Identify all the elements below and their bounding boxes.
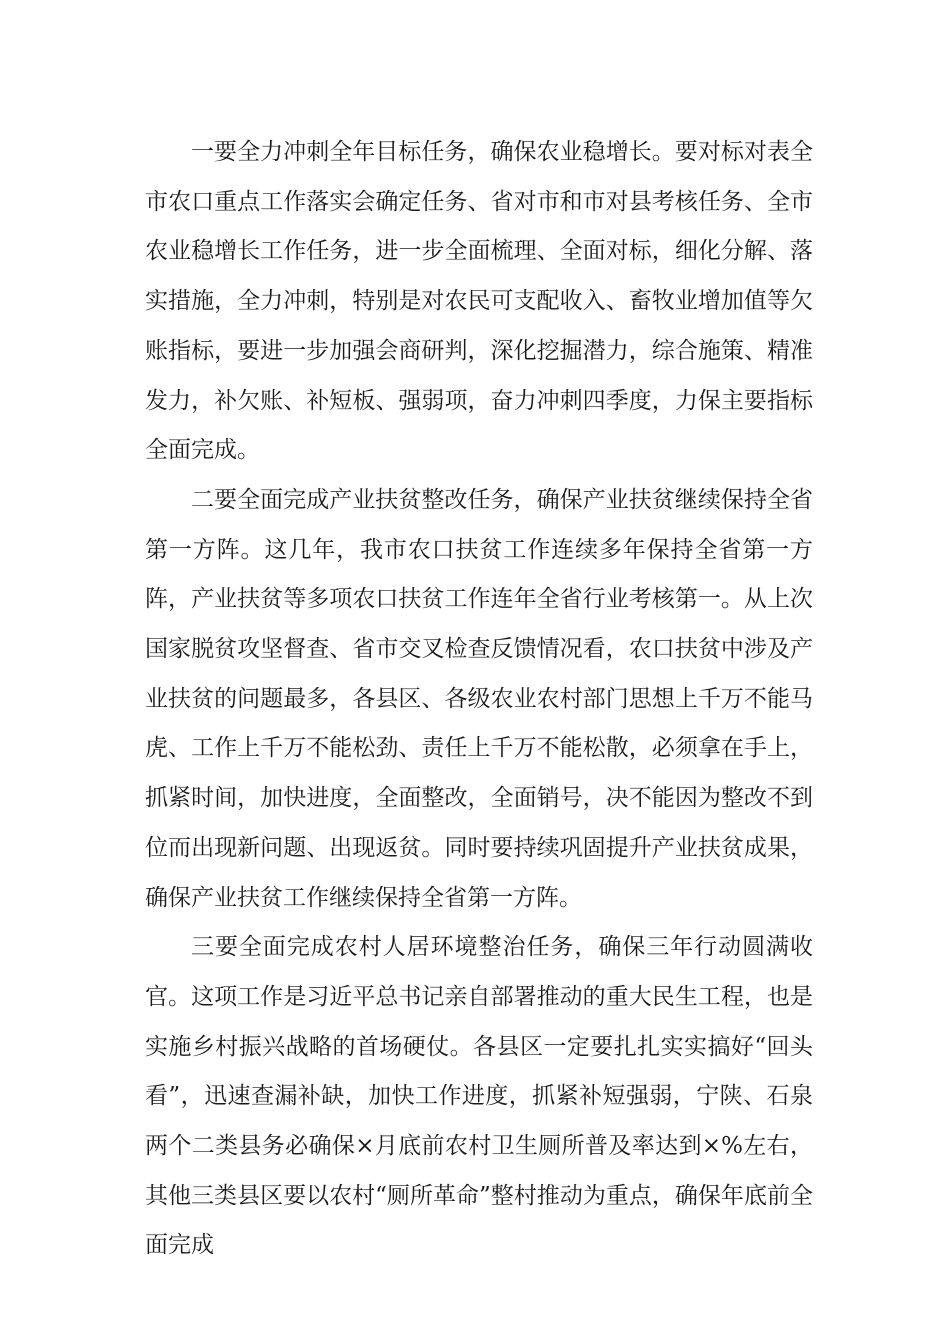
paragraph-2: 二要全面完成产业扶贫整改任务，确保产业扶贫继续保持全省第一方阵。这几年，我市农口扶贫工作连续多年保持全省第一方阵，产业扶贫等多项农口扶贫工作连年全省行业考核第一。从上次国家脱贫攻坚督查、省市交叉检查反馈情况看，农口扶贫中涉及产业扶贫的问题最多，各县区、各级农业农村部门思想上千万不能马虎、工作上千万不能松劲、责任上千万不能松散，必须拿在手上，抓紧时间，加快进度，全面整改，全面销号，决不能因为整改不到位而出现新问题、出现返贫。同时要持续巩固提升产业扶贫成果，确保产业扶贫工作继续保持全省第一方阵。 — [145, 486, 813, 911]
document-body — [145, 128, 813, 1271]
paragraph-1: 一要全力冲刺全年目标任务，确保农业稳增长。要对标对表全市农口重点工作落实会确定任务、省对市和市对县考核任务、全市农业稳增长工作任务，进一步全面梳理、全面对标，细化分解、落实措施，全力冲刺，特别是对农民可支配收入、畜牧业增加值等欠账指标，要进一步加强会商研判，深化挖掘潜力，综合施策、精准发力，补欠账、补短板、强弱项，奋力冲刺四季度，力保主要指标全面完成。 — [145, 139, 813, 464]
paragraph-3: 三要全面完成农村人居环境整治任务，确保三年行动圆满收官。这项工作是习近平总书记亲自部署推动的重大民生工程，也是实施乡村振兴战略的首场硬仗。各县区一定要扎扎实实搞好“回头看”，迅速查漏补缺，加快工作进度，抓紧补短强弱，宁陕、石泉两个二类县务必确保×月底前农村卫生厕所普及率达到×%左右，其他三类县区要以农村“厕所革命”整村推动为重点，确保年底前全面完成 — [145, 934, 813, 1259]
